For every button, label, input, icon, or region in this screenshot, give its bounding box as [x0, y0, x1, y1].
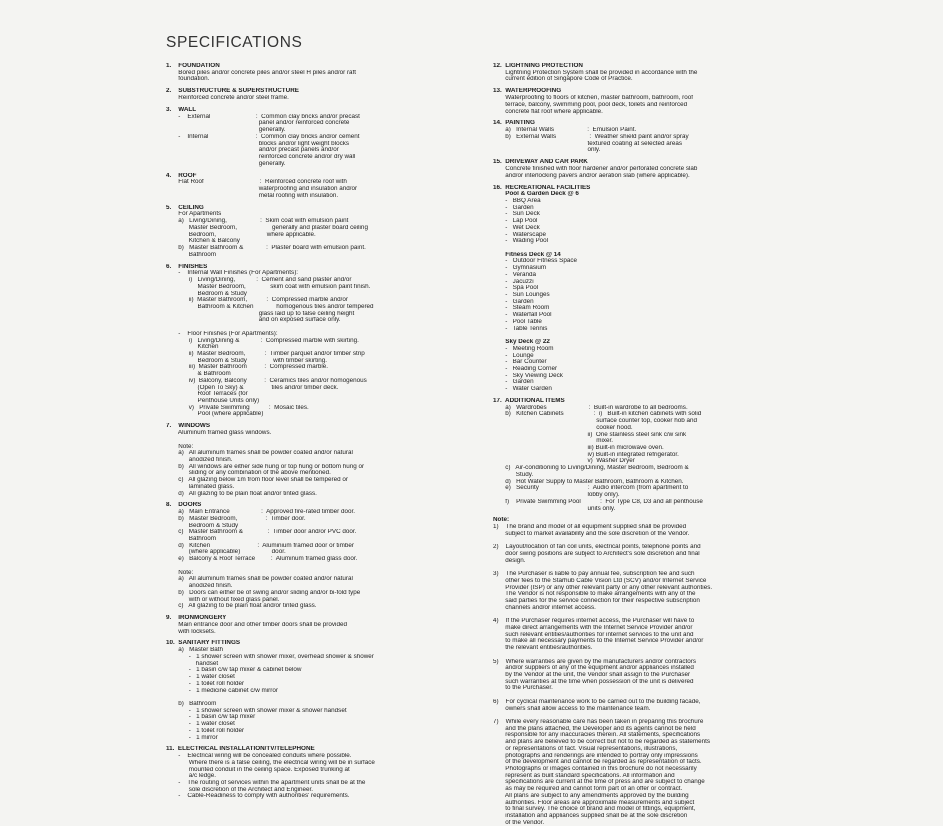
spec-line: - Water Garden — [493, 386, 552, 393]
spec-line: iv) Balcony, Balcony : Ceramics tiles and/or homogenous — [166, 377, 367, 384]
spec-line: Waterproofing to floors of kitchen, master bathroom, bathroom, roof — [493, 95, 693, 102]
section-heading: 16. RECREATIONAL FACILITIES — [493, 184, 591, 191]
spec-line: generally. — [166, 160, 286, 167]
right-column — [493, 63, 785, 826]
spec-line — [166, 563, 476, 570]
section-heading: 2. SUBSTRUCTURE & SUPERSTRUCTURE — [166, 88, 299, 95]
spec-line: - Internal : Common clay bricks and/or cement — [166, 133, 360, 140]
spec-line: channels and/or internet access. — [493, 604, 596, 611]
spec-line: - Table Tennis — [493, 325, 548, 332]
spec-section — [166, 63, 476, 83]
spec-line: & Bathroom — [166, 371, 231, 378]
spec-line — [493, 245, 785, 252]
spec-line: 7) While every reasonable care has been taken in preparing this brochure — [493, 718, 704, 725]
spec-line: d) Hot Water Supply to Master Bathroom, Bathroom & Kitchen. — [493, 478, 684, 485]
spec-section — [493, 88, 785, 115]
spec-line: 5) Where warranties are given by the manufacturers and/or contractors — [493, 658, 696, 665]
spec-line: 3) The Purchaser is liable to pay annual fee, subscription fee and such — [493, 571, 695, 578]
spec-line: Flat Roof : Reinforced concrete roof with — [166, 179, 347, 186]
spec-line: and plans are believed to be correct but not to be regarded as statements — [493, 739, 711, 746]
spec-line: mounted conduit in the ceiling space. Exposed trunking at — [166, 766, 350, 773]
spec-line: b) Master Bedroom, : Timber door. — [166, 515, 306, 522]
spec-section — [166, 746, 476, 800]
spec-line: - Sky Viewing Deck — [493, 372, 563, 379]
spec-line: generally. — [166, 127, 286, 134]
spec-line: Lightning Protection System shall be provided in accordance with the — [493, 69, 698, 76]
spec-line: Aluminum framed glass windows. — [166, 430, 272, 437]
spec-line: terrace, balcony, swimming pool, pool deck, toilets and reinforced — [493, 101, 688, 108]
spec-line: - Outdoor Fitness Space — [493, 258, 577, 265]
spec-line: b) Master Bathroom & : Plaster board with emulsion paint. — [166, 245, 366, 251]
spec-line — [493, 332, 785, 339]
spec-line: - 1 toilet roll holder — [166, 680, 245, 687]
spec-line: Sky Deck @ 22 — [493, 339, 550, 346]
spec-line: Reinforced concrete and/or steel frame. — [166, 95, 289, 102]
spec-line: of the development and cannot be regarded as representation of facts. — [493, 759, 702, 766]
spec-line: ii) Master Bedroom, : Timber parquet and/or timber strip — [166, 350, 365, 357]
spec-line: a) Master Bath — [166, 647, 224, 654]
spec-line: specifications are current at the time of press and are subject to change — [493, 779, 705, 786]
spec-line: - 1 toilet roll holder — [166, 727, 245, 734]
spec-line: f) Private Swimming Pool : For Type C8, D3 and all penthouse — [493, 498, 703, 505]
spec-line: All plans are subject to any amendments approved by the building — [493, 792, 689, 799]
spec-line: - Meeting Room — [493, 345, 554, 352]
spec-line: Bedroom & Study — [166, 522, 239, 529]
spec-line: with or without fixed glass panel. — [166, 596, 280, 603]
spec-line: - 1 basin c/w tap mixer — [166, 714, 256, 721]
section-heading: 10. SANITARY FITTINGS — [166, 640, 241, 647]
section-heading: 13. WATERPROOFING — [493, 88, 562, 95]
spec-section — [493, 185, 785, 393]
spec-line: other fees to the Starhub Cable Vision Ltd (SCV) and/or Internet Service — [493, 577, 707, 584]
spec-line: metal roofing with insulation. — [166, 192, 339, 199]
section-heading: 7. WINDOWS — [166, 423, 211, 430]
section-heading: 17. ADDITIONAL ITEMS — [493, 398, 565, 404]
spec-line: e) Security : Audio intercom (from apartment to — [493, 485, 689, 492]
spec-line: 2) Layout/location of fan coil units, electrical points, telephone points and — [493, 544, 701, 551]
spec-section — [166, 205, 476, 259]
spec-line: - Garden — [493, 204, 534, 211]
spec-line: Kitchen — [166, 344, 219, 351]
spec-line: - Veranda — [493, 271, 537, 278]
spec-line: Pool (where applicable) — [166, 411, 264, 418]
spec-line: iv) Built-in integrated refrigerator. — [493, 451, 679, 458]
spec-line: The Vendor is not responsible to make arrangements with any of the — [493, 591, 696, 598]
spec-line: of the Vendor. — [493, 819, 545, 826]
spec-line: a) All aluminum frames shall be powder coated and/or natural — [166, 576, 353, 583]
spec-line: - Garden — [493, 298, 534, 305]
spec-line: Pool & Garden Deck @ 6 — [493, 191, 579, 198]
spec-line: - Waterscape — [493, 231, 546, 238]
spec-line: (Open To Sky) & tiles and/or timber deck. — [166, 384, 339, 391]
spec-line: handset — [166, 660, 219, 667]
spec-line: Bedroom & Study with timber skirting. — [166, 357, 327, 364]
spec-line: d) All glazing to be plain float and/or tinted glass. — [166, 490, 317, 497]
spec-line: only. — [493, 147, 601, 154]
spec-line: - Lap Pool — [493, 218, 538, 225]
spec-line: e) Balcony & Roof Terrace : Aluminum framed glass door. — [166, 556, 358, 563]
spec-line: For Apartments — [166, 211, 222, 218]
spec-line: - Reading Corner — [493, 365, 558, 372]
spec-line: design. — [493, 557, 526, 564]
spec-line: lobby only). — [493, 492, 620, 499]
spec-section — [166, 107, 476, 167]
spec-line — [493, 611, 785, 618]
spec-line: Study. — [493, 471, 534, 478]
spec-line: to final survey. The choice of brand and model of fittings, equipment, — [493, 806, 696, 813]
spec-line: - 1 basin c/w tap mixer & cabinet below — [166, 667, 302, 674]
spec-line — [166, 437, 476, 444]
spec-line: and/or suppliers of any of the equipment and/or appliances installed — [493, 665, 694, 672]
spec-line: - Waterfall Pool — [493, 312, 552, 319]
spec-line: the relevant entities/authorities. — [493, 645, 593, 652]
section-heading: 11. ELECTRICAL INSTALLATION/TV/TELEPHONE — [166, 746, 315, 753]
spec-section — [493, 63, 785, 83]
spec-line: - BBQ Area — [493, 197, 541, 204]
spec-line: said parties for the service connection for their respective subscription — [493, 598, 700, 605]
spec-line: and the plans attached, the Developer and its agents cannot be held — [493, 725, 696, 732]
spec-line: 6) For cyclical maintenance work to be carried out to the building facade, — [493, 698, 701, 705]
spec-line: Master Bedroom, generally and plaster board ceiling — [166, 224, 368, 231]
spec-line: v) Private Swimming : Mosaic tiles. — [166, 404, 309, 411]
spec-line: - Steam Room — [493, 305, 550, 312]
spec-line: 4) If the Purchaser requires internet access, the Purchaser will have to — [493, 618, 695, 625]
spec-line: - Sun Deck — [493, 211, 540, 218]
spec-line: c) All glazing below 1m from floor level shall be tempered or — [166, 477, 348, 484]
spec-line: glass laid up to false ceiling height — [166, 310, 355, 317]
spec-line: current edition of Singapore Code of Practice. — [493, 76, 633, 83]
spec-line: to the Purchaser. — [493, 685, 553, 692]
spec-line: Note: — [166, 569, 194, 576]
spec-section — [166, 88, 476, 101]
spec-line: door swing positions are subject to Architect's sole discretion and final — [493, 551, 700, 557]
spec-line: - Sun Lounges — [493, 292, 550, 299]
spec-section — [166, 173, 476, 200]
spec-line: 1) The brand and model of all equipment supplied shall be provided — [493, 524, 687, 531]
section-heading: Note: — [493, 517, 510, 524]
spec-line: Fitness Deck @ 14 — [493, 251, 561, 258]
spec-line: b) All windows are either side hung or top hung or bottom hung or — [166, 463, 365, 470]
spec-line: - Lounge — [493, 352, 534, 359]
spec-line: - 1 mirror — [166, 734, 218, 741]
spec-line: panel and/or reinforced concrete — [166, 120, 350, 127]
spec-line: sole discretion of the Architect and Engineer. — [166, 786, 314, 793]
spec-line: or representations of fact. Visual representations, illustrations, — [493, 745, 678, 752]
spec-line: - Cable-Readiness to comply with authorities' requirements. — [166, 793, 350, 800]
spec-line: a) All aluminum frames shall be powder coated and/or natural — [166, 450, 353, 457]
spec-line: i) Living/Dining, : Cement and sand plaster and/or — [166, 277, 352, 284]
spec-line: Bathroom & Kitchen homogenous tiles and/or tempered — [166, 303, 374, 310]
section-heading: 6. FINISHES — [166, 263, 208, 270]
spec-line: cooker hood. — [493, 424, 633, 431]
section-heading: 15. DRIVEWAY AND CAR PARK — [493, 159, 588, 166]
spec-line: such relevant entities/authorities for internet services to the unit and — [493, 631, 694, 638]
section-heading: 5. CEILING — [166, 204, 204, 211]
spec-line: b) Doors can either be of swing and/or sliding and/or bi-fold type — [166, 589, 361, 596]
spec-line: with locksets. — [166, 628, 216, 635]
spec-line: to make all necessary payments to the Internet Service Provider and/or — [493, 638, 704, 645]
spec-section — [166, 615, 476, 635]
spec-line: Bored piles and/or concrete piles and/or steel H piles and/or raft — [166, 69, 357, 76]
spec-line: d) Kitchen : Aluminium framed door or timber — [166, 542, 354, 549]
spec-line: Main entrance door and other timber doors shall be provided — [166, 621, 347, 628]
spec-line: Roof Terraces (for — [166, 391, 248, 398]
spec-line — [493, 652, 785, 659]
spec-line: (where applicable) door. — [166, 549, 286, 556]
spec-line: make direct arrangements with the Internet Service Provider and/or — [493, 624, 693, 631]
spec-line: iii) Master Bathroom : Compressed marble. — [166, 364, 329, 371]
spec-line: Bedroom & Study — [166, 290, 247, 297]
spec-line: and/or precast panels and/or — [166, 147, 339, 154]
spec-line: represent as built standard specifications. All information and — [493, 772, 675, 779]
spec-line: surface counter top, cooker hob and — [493, 418, 698, 425]
spec-line: - The routing of services within the apartment units shall be at the — [166, 780, 366, 787]
spec-line: - External : Common clay bricks and/or precast — [166, 113, 360, 120]
spec-section — [493, 398, 785, 512]
spec-line: - 1 water closet — [166, 721, 235, 728]
spec-line — [166, 694, 476, 701]
spec-line: c) Master Bathroom & : Timber door and/or PVC door. — [166, 529, 357, 536]
spec-line: units only. — [493, 505, 616, 512]
spec-line: Bathroom — [166, 251, 217, 258]
spec-line: installation and appliances supplied shall be at the sole discretion — [493, 813, 688, 820]
spec-line: blocks and/or light weight blocks — [166, 140, 350, 147]
spec-line: Note: — [166, 443, 194, 450]
spec-line: Photographs or images contained in this brochure do not necessarily — [493, 766, 697, 772]
spec-line: and/or interlocking pavers and/or aeration slab (where applicable). — [493, 172, 690, 179]
spec-section — [166, 640, 476, 741]
spec-line: Bedroom, where applicable. — [166, 231, 316, 238]
section-heading: 9. IRONMONGERY — [166, 615, 227, 622]
spec-line: laminated glass. — [166, 483, 235, 490]
spec-line: waterproofing and insulation and/or — [166, 186, 358, 193]
spec-line: - Floor Finishes (For Apartments): — [166, 330, 278, 337]
spec-section — [493, 517, 785, 826]
section-heading: 1. FOUNDATION — [166, 63, 220, 69]
spec-line: Kitchen & Balcony — [166, 238, 240, 245]
spec-line: anodized finish. — [166, 456, 233, 463]
spec-line: - 1 water closet — [166, 674, 235, 681]
spec-line: anodized finish. — [166, 583, 233, 590]
spec-line: - Electrical wiring will be concealed conduits where possible. — [166, 753, 352, 760]
spec-line: - 1 medicine cabinet c/w mirror — [166, 687, 278, 694]
spec-line: by the Vendor at the unit, the Vendor shall assign to the Purchaser — [493, 671, 691, 678]
spec-line: ii) One stainless steel sink c/w sink — [493, 431, 687, 438]
spec-line: - Bar Counter — [493, 359, 547, 366]
section-heading: 3. WALL — [166, 106, 197, 113]
spec-line: - Pool Table — [493, 318, 542, 325]
page-title: SPECIFICATIONS — [166, 34, 303, 51]
spec-line: Where there is a false ceiling, the electrical wiring will be in surface — [166, 759, 375, 766]
spec-line: Concrete finished with floor hardener and/or perforated concrete slab — [493, 165, 698, 172]
spec-line: - Spa Pool — [493, 285, 539, 292]
spec-line: reinforced concrete and/or dry wall — [166, 154, 356, 160]
spec-line: - Internal Wall Finishes (For Apartments): — [166, 270, 299, 277]
spec-line: foundation. — [166, 76, 210, 83]
spec-line: a) Wardrobes : Built-in wardrobe to all bedrooms. — [493, 404, 688, 411]
spec-line: mixer. — [493, 438, 614, 445]
section-heading: 14. PAINTING — [493, 120, 535, 127]
spec-line: owners shall allow access to the maintenance team. — [493, 705, 651, 712]
spec-section — [166, 502, 476, 610]
spec-line: photographs and renderings are intended to portray only impressions — [493, 752, 698, 759]
spec-line: - 1 shower screen with shower mixer & shower handset — [166, 707, 347, 714]
spec-line: a) Main Entrance : Approved fire-rated timber door. — [166, 509, 355, 516]
spec-line: Bathroom — [166, 536, 217, 543]
spec-line: textured coating at selected areas — [493, 140, 682, 147]
left-column — [166, 63, 476, 800]
spec-section — [493, 120, 785, 154]
spec-line: c) Air-conditioning to Living/Dining, Master Bedroom, Bedroom & — [493, 465, 689, 472]
spec-section — [166, 264, 476, 419]
spec-line: responsible for any inaccuracies therein. All statements, specifications — [493, 732, 701, 739]
spec-line: - Wading Pool — [493, 238, 549, 245]
spec-line: v) Washer Dryer — [493, 458, 635, 465]
spec-line: a/c ledge. — [166, 773, 217, 780]
spec-line — [493, 712, 785, 719]
section-heading: 8. DOORS — [166, 502, 202, 509]
spec-line: authorities. Floor areas are approximate measurements and subject — [493, 799, 695, 806]
spec-line — [493, 692, 785, 699]
section-heading: 12. LIGHTNING PROTECTION — [493, 63, 583, 69]
spec-line: b) Bathroom — [166, 700, 217, 707]
spec-line: - Wet Deck — [493, 224, 540, 231]
spec-line: b) External Walls : Weather shield paint and/or spray — [493, 133, 689, 140]
section-heading: 4. ROOF — [166, 172, 197, 179]
spec-line: concrete flat roof where applicable. — [493, 108, 603, 115]
spec-line: i) Living/Dining & : Compressed marble with skirting. — [166, 337, 359, 344]
spec-line: as may be required and cannot form part of an offer or contract. — [493, 786, 683, 793]
spec-section — [166, 423, 476, 497]
spec-line: subject to market availability and the sole discretion of the Vendor. — [493, 530, 690, 537]
spec-line: and on exposed surface only. — [166, 317, 341, 324]
spec-line: c) All glazing to be plain float and/or tinted glass. — [166, 603, 317, 610]
spec-line: Provider (ISP) or any other relevant party or any other relevant authorities. — [493, 584, 713, 591]
spec-line: - Jacuzzi — [493, 278, 534, 285]
spec-line: a) Internal Walls : Emulsion Paint. — [493, 127, 637, 134]
spec-line — [493, 564, 785, 571]
spec-line: Master Bedroom, skim coat with emulsion paint finish. — [166, 283, 371, 290]
spec-line — [493, 538, 785, 545]
spec-line: - 1 shower screen with shower mixer, overhead shower & shower — [166, 653, 374, 660]
spec-line: iii) Built-in microwave oven. — [493, 445, 664, 452]
spec-section — [493, 159, 785, 179]
spec-line: - Gymnasium — [493, 265, 547, 272]
spec-line — [166, 324, 476, 331]
spec-line: sliding or any combination of the above mentioned. — [166, 470, 331, 477]
spec-line: a) Living/Dining, : Skim coat with emulsion paint — [166, 218, 349, 225]
spec-line: ii) Master Bathroom, : Compressed marble and/or — [166, 297, 348, 304]
spec-line: such warranties at the time when possession of the unit is delivered — [493, 678, 694, 685]
spec-line: - Garden — [493, 379, 534, 386]
spec-line: b) Kitchen Cabinets : i) Built-in kitchen cabinets with solid — [493, 411, 702, 418]
spec-line: Penthouse Units only) — [166, 398, 260, 404]
